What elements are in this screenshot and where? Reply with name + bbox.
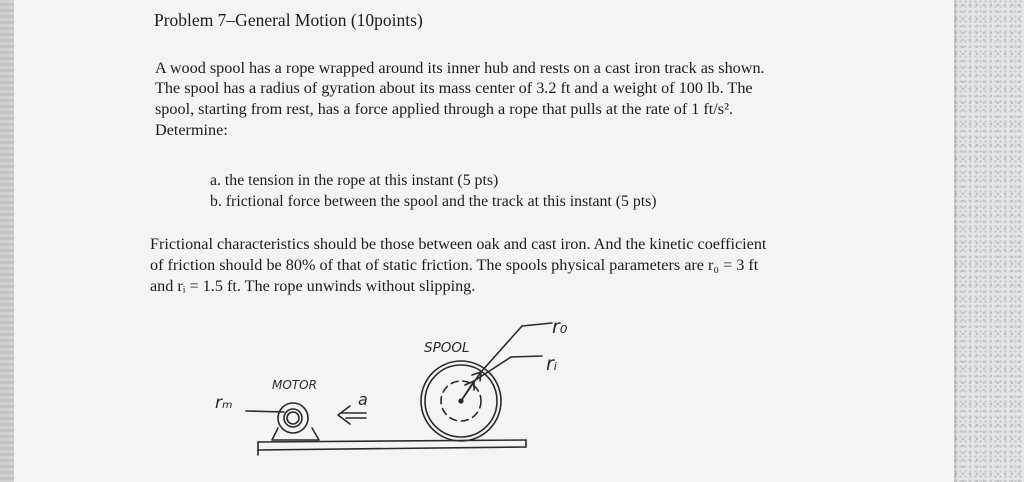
spool-drawing bbox=[421, 361, 501, 441]
intro-line-2: The spool has a radius of gyration about its mass center of 3.2 ft and a weight of 100 lb. The bbox=[155, 79, 753, 97]
scan-right-edge bbox=[944, 0, 1024, 482]
note-line-3: and rᵢ = 1.5 ft. The rope unwinds without slipping. bbox=[150, 277, 476, 295]
note-line-2: of friction should be 80% of that of static friction. The spools physical parameters are r₀ = 3 ft bbox=[150, 256, 759, 274]
ro-leader-line bbox=[481, 323, 552, 372]
question-a: a. the tension in the rope at this instant (5 pts) bbox=[210, 172, 499, 189]
problem-sheet bbox=[14, 0, 954, 482]
rm-label: rₘ bbox=[215, 393, 233, 413]
spool-label: SPOOL bbox=[424, 340, 470, 356]
ri-label: rᵢ bbox=[546, 353, 558, 375]
ro-label: r₀ bbox=[552, 316, 568, 338]
note-line-1: Frictional characteristics should be those between oak and cast iron. And the kinetic coefficient bbox=[150, 235, 767, 253]
cast-iron-track bbox=[258, 440, 526, 455]
intro-line-1: A wood spool has a rope wrapped around its inner hub and rests on a cast iron track as shown. bbox=[155, 59, 765, 77]
question-b: b. frictional force between the spool and the track at this instant (5 pts) bbox=[210, 193, 657, 210]
motor-drawing bbox=[246, 403, 319, 440]
accel-label: a bbox=[358, 390, 368, 409]
scan-left-edge bbox=[0, 0, 14, 482]
problem-title: Problem 7–General Motion (10points) bbox=[154, 10, 423, 30]
intro-line-3: spool, starting from rest, has a force applied through a rope that pulls at the rate of 1 ft/s². bbox=[155, 100, 733, 118]
spool-motor-diagram bbox=[14, 0, 954, 482]
motor-label: MOTOR bbox=[272, 378, 317, 392]
intro-line-4: Determine: bbox=[155, 121, 228, 139]
